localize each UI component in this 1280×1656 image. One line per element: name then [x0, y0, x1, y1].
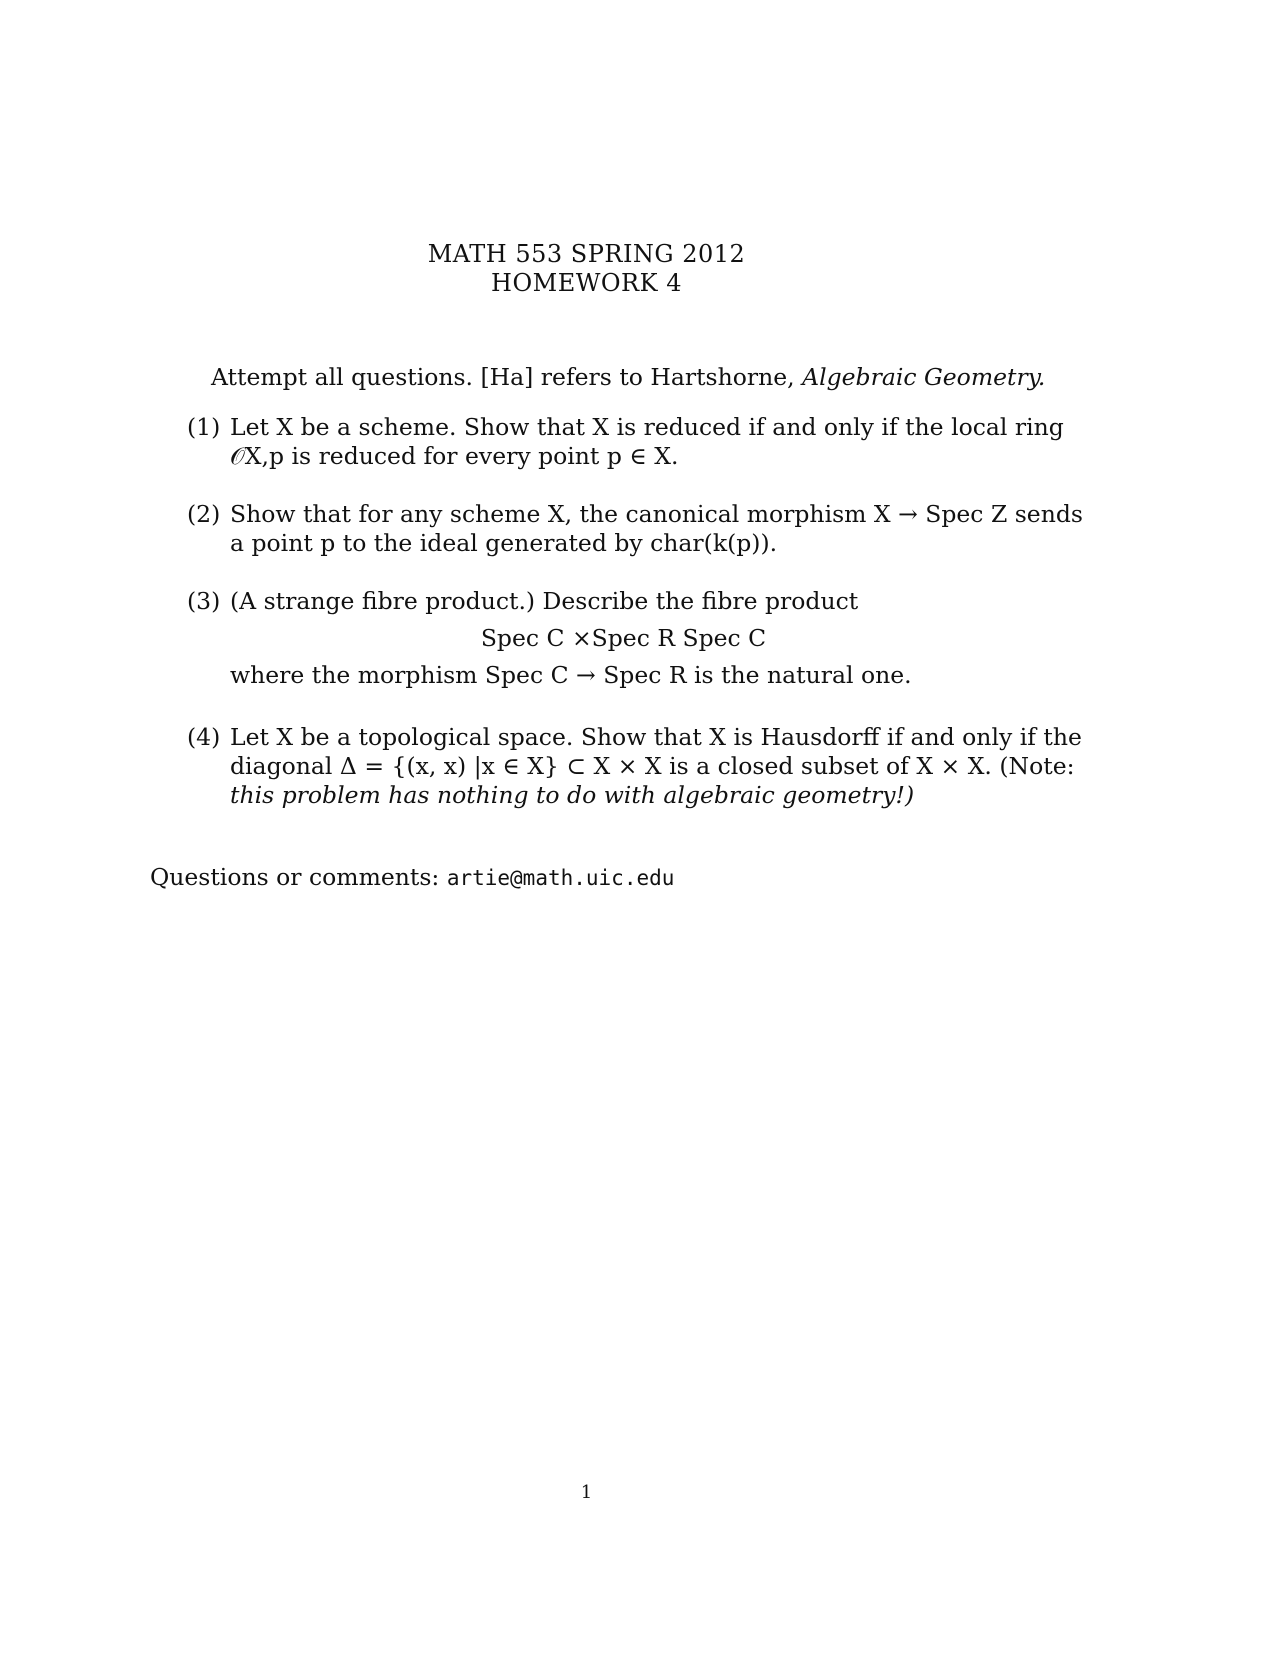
book-title: Algebraic Geometry. — [802, 363, 1046, 391]
fibre-product-display: Spec C ×Spec R Spec C — [480, 624, 767, 652]
page-number: 1 — [580, 1482, 593, 1503]
problem-3-line-1: (A strange fibre product.) Describe the fibre product — [230, 587, 859, 615]
problem-3-line-2: where the morphism Spec C → Spec R is the natural one. — [230, 661, 912, 689]
instructions-text: Attempt all questions. [Ha] refers to Hartshorne, — [211, 363, 803, 391]
problem-number: (4) — [187, 723, 221, 751]
problem-4-line-1: Let X be a topological space. Show that X is Hausdorff if and only if the — [230, 723, 1082, 751]
problem-1 — [187, 413, 1064, 471]
course-title: MATH 553 SPRING 2012 — [427, 240, 746, 268]
contact-label: Questions or comments: — [150, 863, 447, 891]
problem-2 — [187, 500, 1083, 558]
contact-line — [150, 862, 674, 893]
problem-2-line-1: Show that for any scheme X, the canonical morphism X → Spec Z sends — [230, 500, 1083, 528]
problem-4 — [187, 723, 1082, 810]
problem-4-line-2: diagonal Δ = {(x, x) |x ∈ X} ⊂ X × X is a closed subset of X × X. (Note: — [230, 752, 1075, 780]
problem-1-line-2: 𝒪X,p is reduced for every point p ∈ X. — [230, 442, 679, 470]
page-title — [0, 240, 1173, 298]
problem-2-line-2: a point p to the ideal generated by char(k(p)). — [230, 529, 778, 557]
problem-3 — [187, 587, 1017, 690]
problem-number: (1) — [187, 413, 221, 441]
problem-4-line-3: this problem has nothing to do with algebraic geometry!) — [230, 781, 915, 809]
contact-email: artie@math.uic.edu — [446, 866, 675, 890]
problem-number: (2) — [187, 500, 221, 528]
homework-title: HOMEWORK 4 — [491, 269, 682, 297]
problem-number: (3) — [187, 587, 221, 615]
instructions — [211, 362, 1045, 392]
problem-1-line-1: Let X be a scheme. Show that X is reduced if and only if the local ring — [230, 413, 1064, 441]
